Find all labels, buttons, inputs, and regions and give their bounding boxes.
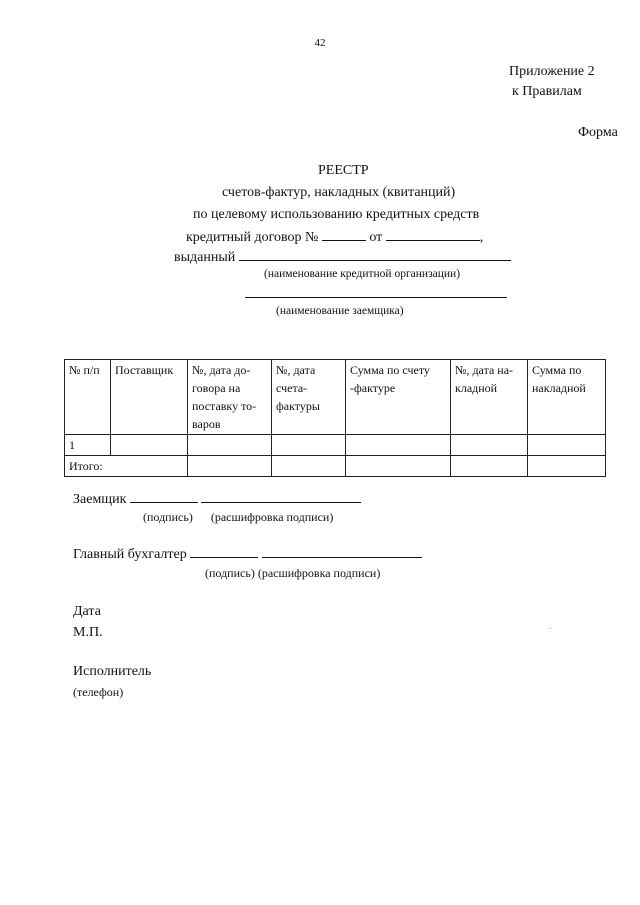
table-cell[interactable] [528,435,606,456]
table-cell[interactable] [111,435,188,456]
agreement-number-field[interactable] [322,229,366,241]
total-row [65,456,606,477]
date-label: Дата [73,604,101,619]
table-cell[interactable] [346,435,451,456]
accountant-signature-caption: (подпись) (расшифровка подписи) [205,566,381,580]
table-header-row [65,360,606,435]
accountant-signature-line [73,546,422,563]
table-cell[interactable] [272,456,346,477]
accountant-signature-decoding-field[interactable] [262,546,422,558]
borrower-name-field[interactable] [245,297,507,298]
column-header: Сумма по накладной [528,360,606,435]
table-cell[interactable] [528,456,606,477]
document-subtitle-1: счетов-фактур, накладных (квитанций) [222,185,456,200]
column-header: №, дата на-кладной [451,360,528,435]
agreement-comma: , [479,230,484,245]
issued-by-line [174,249,511,266]
document-title: РЕЕСТР [318,163,369,178]
executor-label: Исполнитель [73,664,152,679]
appendix-subtitle: к Правилам [512,84,582,99]
document-subtitle-2: по целевому использованию кредитных средств [193,207,480,222]
appendix-title: Приложение 2 [509,64,595,79]
credit-organization-caption: (наименование кредитной организации) [264,268,461,280]
borrower-signature-caption: (подпись) (расшифровка подписи) [143,510,334,524]
page-number: 42 [314,37,326,49]
form-label: Форма [578,125,618,140]
borrower-signature-field[interactable] [130,491,198,503]
column-header: № п/п [65,360,111,435]
credit-agreement-label: кредитный договор № [186,230,319,245]
accountant-label: Главный бухгалтер [73,547,187,562]
table-cell[interactable] [451,456,528,477]
column-header: №, дата до-говора на поставку то-варов [188,360,272,435]
credit-agreement-line [186,229,483,246]
total-label: Итого: [65,456,188,477]
table-cell[interactable]: 1 [65,435,111,456]
stamp-label: М.П. [73,625,103,640]
table-cell[interactable] [346,456,451,477]
table-row [65,435,606,456]
accountant-signature-field[interactable] [190,546,258,558]
table-cell[interactable] [188,456,272,477]
registry-table [64,359,606,477]
borrower-signature-line [73,491,361,508]
column-header: Поставщик [111,360,188,435]
borrower-label: Заемщик [73,492,127,507]
borrower-signature-decoding-field[interactable] [201,491,361,503]
table-cell[interactable] [272,435,346,456]
column-header: Сумма по счету -фактуре [346,360,451,435]
borrower-name-caption: (наименование заемщика) [276,305,404,317]
agreement-date-field[interactable] [386,229,480,241]
table-cell[interactable] [188,435,272,456]
scan-speck [550,628,551,629]
issued-by-label: выданный [174,250,236,265]
table-cell[interactable] [451,435,528,456]
agreement-date-label: от [369,230,383,245]
phone-label: (телефон) [73,685,124,699]
credit-organization-field[interactable] [239,249,511,261]
column-header: №, дата счета-фактуры [272,360,346,435]
